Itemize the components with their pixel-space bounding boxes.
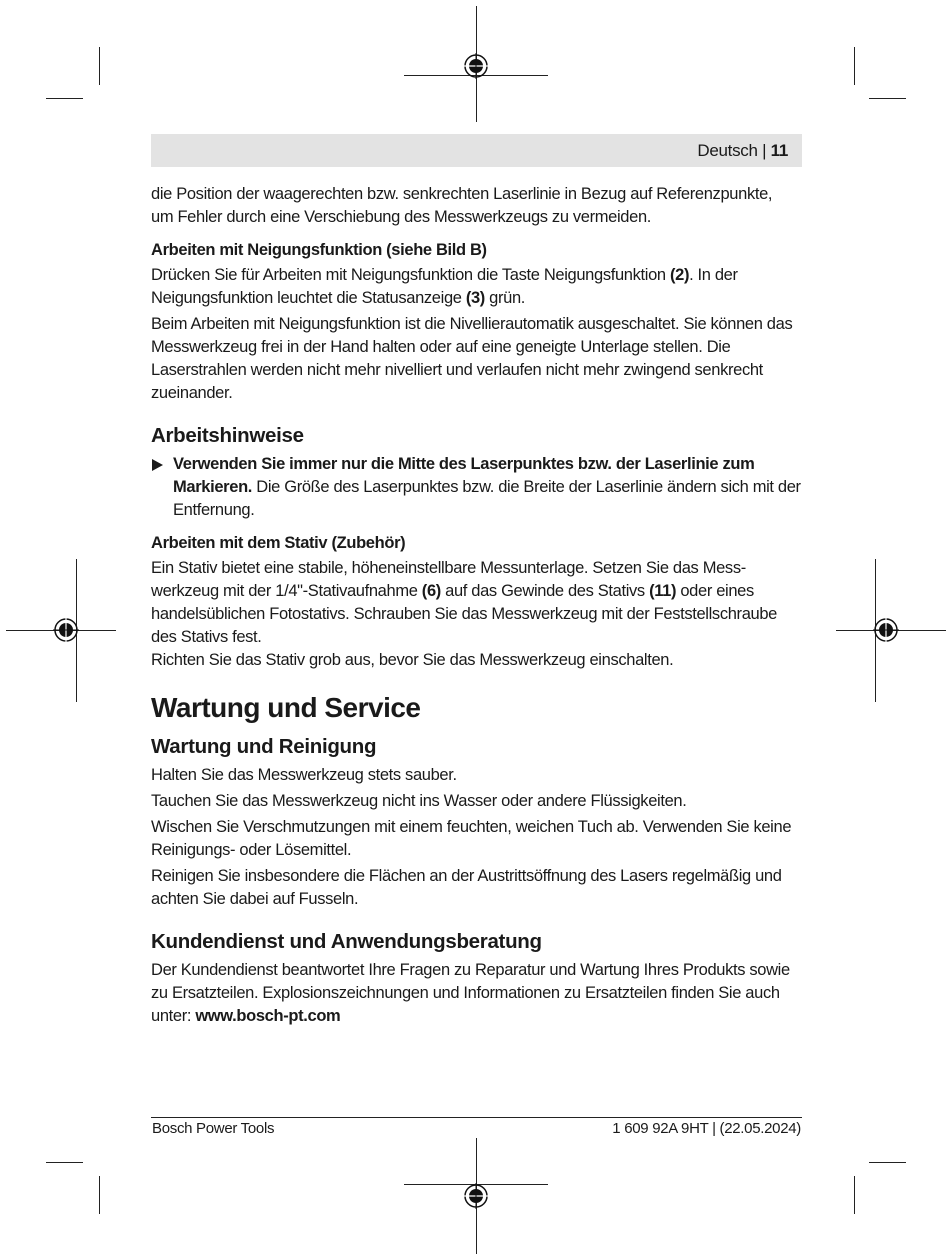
maintenance-paragraph-3: Wischen Sie Verschmutzungen mit einem feuchten, weichen Tuch ab. Verwenden Sie keine Reinigungs- oder Lösemittel.: [151, 818, 792, 859]
maintenance-paragraph-2: Tauchen Sie das Messwerkzeug nicht ins Wasser oder andere Flüssigkeiten.: [151, 792, 687, 810]
ref-11: (11): [649, 582, 677, 600]
customer-service-paragraph: Der Kundendienst beantwortet Ihre Fragen zu Reparatur und Wartung Ihres Produkts sowie zu Ersatzteilen. Explosionszeichnungen und Informationen zu Ersatzteilen finden Sie auch unter: www.bosch-pt.com: [151, 961, 790, 1025]
header-language: Deutsch: [697, 141, 758, 160]
footer-rule: [151, 1117, 802, 1118]
work-notes-bullet: [151, 453, 806, 522]
header-text: [697, 141, 788, 161]
ref-6: (6): [421, 582, 441, 600]
bullet-text: Die Größe des Laserpunktes bzw. die Breite der Laserlinie ändern sich mit der Entfernung.: [173, 478, 801, 519]
page-content: [151, 183, 806, 1028]
registration-target-icon: [53, 617, 79, 643]
tilt-paragraph-2: Beim Arbeiten mit Neigungsfunktion ist die Nivellierautomatik ausgeschaltet. Sie können das Messwerkzeug frei in der Hand halten oder auf eine geneigte Unterlage stellen. Die Laserstrahlen werden nicht mehr nivelliert und verlaufen nicht mehr zwingend senkrecht zueinander.: [151, 315, 793, 402]
page-number: 11: [770, 141, 788, 160]
page-header: [151, 134, 802, 167]
registration-target-icon: [463, 1183, 489, 1209]
intro-line-2: um Fehler durch eine Verschiebung des Messwerkzeugs zu vermeiden.: [151, 208, 652, 226]
tripod-paragraph-1: Ein Stativ bietet eine stabile, höheneinstellbare Messunterlage. Setzen Sie das Messwerkzeug mit der 1/4"-Stativaufnahme (6) auf das Gewinde des Stativs (11) oder eines handelsüblichen Fotostativs. Schrauben Sie das Messwerkzeug mit der Feststellschraube des Stativs fest.: [151, 559, 777, 646]
footer-doc-id: 1 609 92A 9HT | (22.05.2024): [612, 1120, 801, 1137]
tilt-paragraph-1: Drücken Sie für Arbeiten mit Neigungsfunktion die Taste Neigungsfunktion (2). In der Neigungsfunktion leuchtet die Statusanzeige (3) grün.: [151, 266, 738, 307]
tripod-paragraph-2: Richten Sie das Stativ grob aus, bevor Sie das Messwerkzeug einschalten.: [151, 651, 674, 669]
ref-3: (3): [465, 289, 485, 307]
header-separator: |: [757, 141, 771, 160]
ref-2: (2): [669, 266, 690, 284]
intro-line-1: die Position der waagerechten bzw. senkrechten Laserlinie in Bezug auf Referenzpunkte,: [151, 185, 773, 203]
registration-target-icon: [463, 53, 489, 79]
footer-brand: Bosch Power Tools: [152, 1120, 275, 1137]
work-notes-heading: Arbeitshinweise: [151, 424, 304, 447]
bullet-bold-text: Verwenden Sie immer nur die Mitte des Laserpunktes bzw. der Laserlinie zum Markieren.: [173, 455, 755, 496]
intro-paragraph: [151, 183, 806, 229]
bosch-link[interactable]: www.bosch-pt.com: [195, 1007, 341, 1025]
tilt-heading: Arbeiten mit Neigungsfunktion (siehe Bild B): [151, 241, 487, 259]
maintenance-paragraph-4: Reinigen Sie insbesondere die Flächen an der Austrittsöffnung des Lasers regelmäßig und achten Sie dabei auf Fusseln.: [151, 867, 782, 908]
maintenance-paragraph-1: Halten Sie das Messwerkzeug stets sauber.: [151, 766, 457, 784]
registration-target-icon: [873, 617, 899, 643]
tripod-heading: Arbeiten mit dem Stativ (Zubehör): [151, 534, 406, 552]
maintenance-heading: Wartung und Reinigung: [151, 735, 377, 758]
bullet-triangle-icon: [152, 459, 163, 471]
service-heading: Wartung und Service: [151, 692, 421, 723]
customer-service-heading: Kundendienst und Anwendungsberatung: [151, 930, 542, 953]
